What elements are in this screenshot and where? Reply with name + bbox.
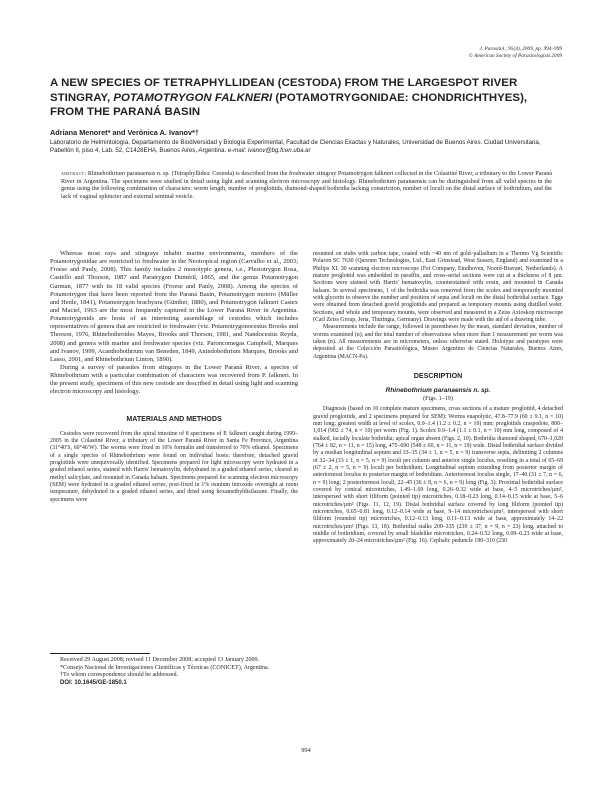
article-title <box>50 76 562 120</box>
title-italic: POTAMOTRYGON FALKNERI <box>113 91 273 104</box>
diagnosis-paragraph: Diagnosis (based on 10 complete mature specimens, cross sections of a mature proglottid, 4 detached gravid proglottids, and 2 specimens prepared for SEM): Worms euapolytic, 47.8–77.9 (60 ± 9.1, n = 10) mm long; greatest width at level of scolex, 0.9–1.4 (1.2 ± 0.2, n = 10) mm; proglottids craspedote, 800–1,014 (902 ± 74, n = 10) per worm (Fig. 1). Scolex 0.9–1.4 (1.1 ± 0.1, n = 10) mm long, composed of 4 stalked, facially loculate bothridia; apical organ absent (Figs. 2, 10). Bothridia diamond shaped, 670–1,020 (764 ± 82, n = 11, n = 15) long, 475–690 (548 ± 60, n = 11, n = 19) wide. Distal bothridial surface divided by a median longitudinal septum and 33–35 (34 ± 1, n = 5, n = 9) transverse septa, delimiting 2 columns of 32–34 (33 ± 1, n = 5, n = 9) loculi per column and anterior single loculus, resulting in a total of 65–69 (67 ± 2, n = 5, n = 9) loculi per bothridium. Longitudinal septum extending from posterior margin of anteriormost loculus to posterior margin of bothridium. Anteriormost loculus single, 17–40 (31 ± 7, n = 6, n = 9) long; 2 posteriormost loculi, 22–45 (36 ± 8, n = 6, n = 9) long (Fig. 3). Proximal bothridial surface covered by conical microtriches, 1.49–1.69 long, 0.26–0.32 wide at base, 4–5 microtriches/µm², interspersed with short filiform (pointed tip) microtriches, 0.18–0.23 long, 0.14–0.15 wide at base, 5–6 microtriches/µm² (Figs. 11, 12, 19). Distal bothridial surface covered by long filiform (pointed tip) microtriches, 0.65–0.81 long, 0.12–0.14 wide at base, 9–14 microtriches/µm², interspersed with short filiform (rounded tip) microtriches, 0.12–0.13 long, 0.11–0.13 wide at base, approximately 14–22 microtriches/µm² (Figs. 13, 18). Bothridial stalks 200–335 (239 ± 37, n = 9, n = 23) long, attached to middle of bothridium, covered by small bladelike microtriches, 0.24–0.52 long, 0.09–0.23 wide at base, approximately 20–24 microtriches/µm² (Fig. 16). Cephalic peduncle 190–310 (230 <box>313 406 563 545</box>
journal-header <box>469 46 562 61</box>
footnotes <box>50 657 298 687</box>
title-part1: A NEW SPECIES OF TETRAPHYLLIDEAN (CESTODA) FROM THE LARGESPOT RIVER STINGRAY, <box>50 77 518 104</box>
methods-paragraph-2: Measurements include the range, followed in parentheses by the mean, standard deviation, number of worms examined (n), and the total number of observations when more than 1 measurement per worm was taken (n). All measurements are in micrometers, unless otherwise stated. Holotype and paratypes were deposited at the Colección Parasitológica, Museo Argentino de Ciencias Naturales, Buenos Aires, Argentina (MACN-Pa). <box>313 324 563 360</box>
footnote-conicet: *Consejo Nacional de Investigaciones Científicas y Técnicas (CONICET), Argentina. <box>60 664 270 671</box>
footnote-received: Received 29 August 2008; revised 11 December 2008; accepted 13 January 2009. <box>60 657 260 663</box>
journal-copyright: © American Society of Parasitologists 2009 <box>468 53 562 60</box>
footnote-divider <box>50 653 150 654</box>
intro-paragraph-1: Whereas most rays and stingrays inhabit marine environments, members of the Potamotrygonidae are restricted to freshwater in the Neotropical region (Carvalho et al., 2003; Froese and Pauly, 2008). This family includes 2 monotypic genera, i.e., Plesiotrygon Rosa, Castello and Thorson, 1987 and Paratrygon Duméril, 1865, and the genus Potamotrygon Garman, 1877 with its 18 valid species (Froese and Pauly, 2008). Among the species of Potamotrygon that have been reported from the Paraná Basin, Potamotrygon motoro (Müller and Henle, 1841), Potamotrygon brachyura (Günther, 1880), and Potamotrygon falkneri Castex and Maciel, 1963 are the most frequently captured in the Lower Paraná River in Argentina. Potamotrygonids are hosts of an interesting assemblage of cestodes which includes representatives of genera that are restricted to freshwater (viz. Potamotrygonocestus Brooks and Thorson, 1976, Rhinebothroides Mayes, Brooks and Thorson, 1981, and Nandocestus Reyda, 2008) and genera with marine and freshwater species (viz. Paroncomegas Campbell, Marques and Ivanov, 1999, Acanthobothrium van Beneden, 1849, Anindobothrium Marques, Brooks and Lasso, 2001, and Rhinebothrium Linton, 1890). <box>50 250 298 363</box>
abstract-text: Rhinebothrium paranaensis n. sp. (Tetraphyllidea: Cestoda) is described from the freshwater stingray Potamotrygon falkneri collected in the Colastiné River, a tributary to the Lower Paraná River in Argentina. The specimens were studied in detail using light and scanning electron microscopy and histology. Rhinebothrium paranaensis can be distinguished from all valid species in the genus using the following combination of characters: worm length, number of proglottids, diamond-shaped bothridia lacking constriction, number of loculi on the distal surface of bothridium, and the lack of vaginal sphincter and external seminal vesicle. <box>61 171 552 200</box>
description-heading: DESCRIPTION <box>413 371 463 380</box>
abstract-label: abstract: <box>61 171 87 177</box>
affiliation-text: Laboratorio de Helmintología, Departamento de Biodiversidad y Biología Experimental, Facultad de Ciencias Exactas y Naturales, Universidad de Buenos Aires. Ciudad Universitaria, Pabellón II, piso 4, Lab. 52, C1428EHA, Buenos Aires, Argentina. <box>50 139 541 154</box>
journal-citation: J. Parasitol., 95(4), 2009, pp. 994–999 <box>479 46 562 52</box>
methods-continued: mounted on stubs with carbon tape, coated with ~40 nm of gold–palladium in a Thermo Vg Scientific Polaron SC 7630 (Quorum Technologies, Ltd., East Grinstead, West Sussex, England) and examined in a Philips XL 30 scanning electron microscope (Fei Company, Eindhoven, Noord-Bravant, Netherlands). A mature proglottid was embedded in paraffin, and cross-serial sections were cut at a thickness of 8 µm. Sections were stained with Harris' hematoxylin, counterstained with eosin, and mounted in Canada balsam. In several specimens, 1 of the bothridia was removed from the scolex and temporarily mounted with glycerin to observe the number and position of septa and loculi on the distal bothridial surface. Eggs were obtained from detached gravid proglottids and prepared as temporary mounts using distilled water. Sections, and whole and temporary mounts, were observed and measured in a Zeiss Axioskop microscope (Carl Zeiss Group, Jena, Thuringia, Germany). Drawings were made with the aid of a drawing tube. <box>313 251 563 323</box>
species-name: Rhinebothrium paranaensis n. sp. <box>385 387 491 395</box>
footnote-doi[interactable]: DOI: 10.1645/GE-1850.1 <box>60 679 127 686</box>
methods-heading: MATERIALS AND METHODS <box>126 414 222 423</box>
affiliation-email[interactable]: e-mail: ivanov@bg.fcen.uba.ar <box>227 146 311 154</box>
abstract <box>61 171 552 201</box>
intro-paragraph-2: During a survey of parasites from stingrays in the Lower Paraná River, a species of Rhinebothrium with a particular combination of characters was recovered from P. falkneri. In the present study, specimens of this new cestode are described in detail using light and scanning electron microscopy and histology. <box>50 363 298 396</box>
affiliation <box>50 139 562 154</box>
authors: Adriana Menoret* and Verónica A. Ivanov*† <box>50 128 199 137</box>
figure-reference: (Figs. 1–19) <box>423 396 453 403</box>
footnote-correspondence: †To whom correspondence should be addressed. <box>60 672 179 678</box>
methods-paragraph-1: Cestodes were recovered from the spiral intestine of 8 specimens of P. falkneri caught during 1999–2005 in the Colastiné River, a tributary of the Lower Paraná River in Santa Fe Province, Argentina (31°40′S, 60°46′W). The worms were fixed in 10% formalin and transferred to 70% ethanol. Specimens of a single species of Rhinebothrium were found on individual hosts; therefore, detached gravid proglottids were unequivocally identified. Specimens prepared for light microscopy were hydrated in a graded ethanol series, stained with Harris' hematoxylin, dehydrated in a graded ethanol series, cleared in methyl salicylate, and mounted in Canada balsam. Specimens prepared for scanning electron microscopy (SEM) were hydrated in a graded ethanol series, post-fixed in 1% osmium tetroxide overnight at room temperature, dehydrated in a graded ethanol series, and dried using hexamethyldisilazane. Finally, the specimens were <box>50 430 298 503</box>
page-number: 994 <box>301 747 311 754</box>
title-part2: (POTAMOTRYGONIDAE: CHONDRICHTHYES), FROM THE PARANÁ BASIN <box>50 91 528 118</box>
right-column <box>313 251 563 546</box>
left-column <box>50 250 298 504</box>
